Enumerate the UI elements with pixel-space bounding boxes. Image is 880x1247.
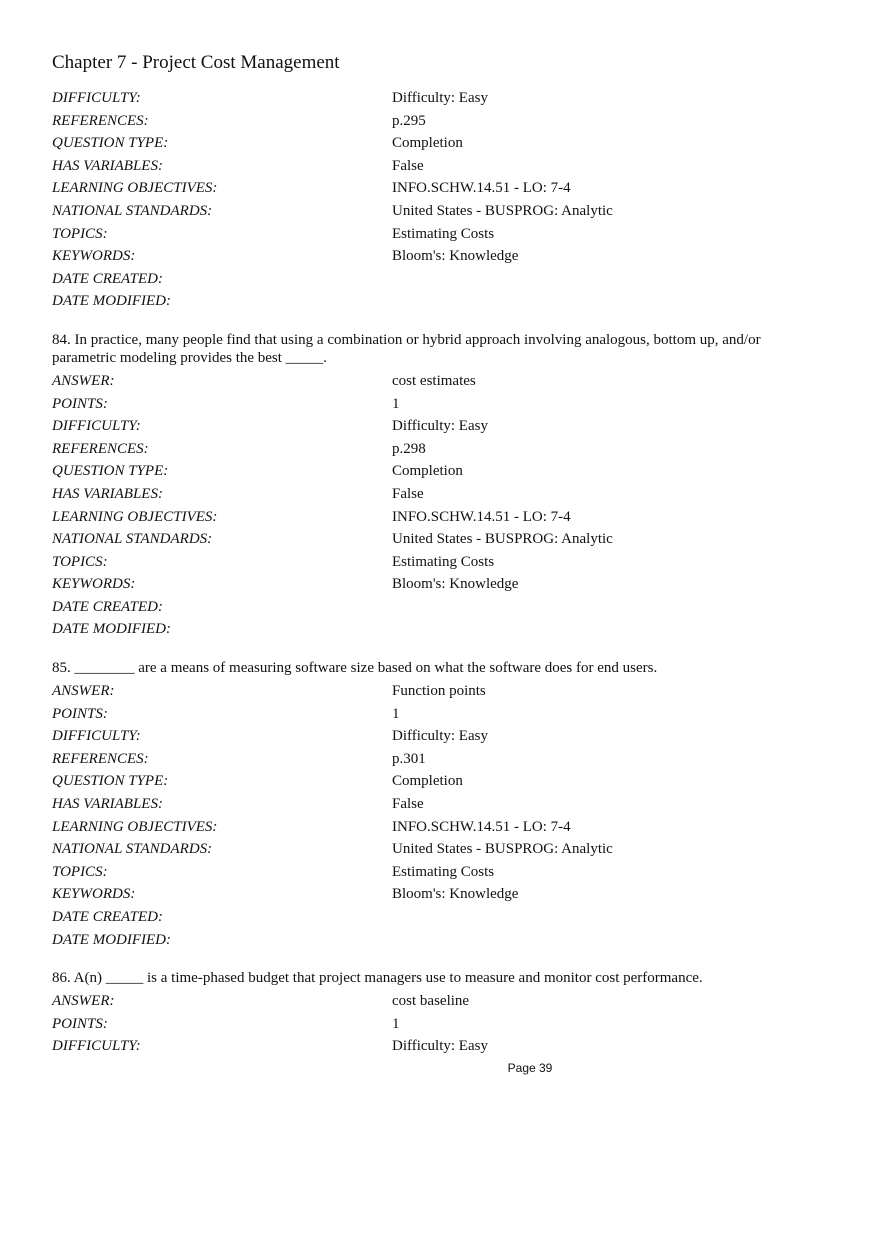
field-label: REFERENCES: xyxy=(52,750,149,767)
field-value: INFO.SCHW.14.51 - LO: 7-4 xyxy=(392,508,571,525)
metadata-row xyxy=(52,680,832,703)
metadata-row xyxy=(52,506,832,529)
field-label: TOPICS: xyxy=(52,225,108,242)
field-value: Completion xyxy=(392,463,463,480)
metadata-row xyxy=(52,245,832,268)
field-label: DIFFICULTY: xyxy=(52,1038,141,1055)
field-label: LEARNING OBJECTIVES: xyxy=(52,508,218,525)
metadata-row xyxy=(52,200,832,223)
field-value: Bloom's: Knowledge xyxy=(392,248,519,265)
question-content xyxy=(52,87,832,1058)
field-label: TOPICS: xyxy=(52,553,108,570)
metadata-row xyxy=(52,483,832,506)
field-label: QUESTION TYPE: xyxy=(52,463,169,480)
metadata-row xyxy=(52,618,832,641)
metadata-row xyxy=(52,906,832,929)
metadata-row xyxy=(52,438,832,461)
metadata-row xyxy=(52,370,832,393)
field-label: QUESTION TYPE: xyxy=(52,773,169,790)
field-label: DATE MODIFIED: xyxy=(52,293,171,310)
field-label: POINTS: xyxy=(52,395,108,412)
field-value: INFO.SCHW.14.51 - LO: 7-4 xyxy=(392,180,571,197)
field-value: Estimating Costs xyxy=(392,553,495,570)
field-value: Completion xyxy=(392,135,463,152)
question-85 xyxy=(52,659,832,951)
field-value: Difficulty: Easy xyxy=(392,728,488,745)
metadata-row xyxy=(52,393,832,416)
metadata-row xyxy=(52,415,832,438)
metadata-row xyxy=(52,1013,832,1036)
field-label: ANSWER: xyxy=(52,683,115,700)
field-label: DATE CREATED: xyxy=(52,270,163,287)
field-label: DIFFICULTY: xyxy=(52,728,141,745)
field-value: 1 xyxy=(392,395,400,412)
metadata-row xyxy=(52,793,832,816)
metadata-row xyxy=(52,883,832,906)
metadata-row xyxy=(52,177,832,200)
metadata-row xyxy=(52,268,832,291)
field-value: Completion xyxy=(392,773,463,790)
field-label: DIFFICULTY: xyxy=(52,90,141,106)
metadata-row xyxy=(52,816,832,839)
metadata-row xyxy=(52,223,832,246)
field-value: p.298 xyxy=(392,440,426,457)
field-value: p.295 xyxy=(392,112,426,129)
answer-value: Function points xyxy=(392,683,486,700)
field-value: Bloom's: Knowledge xyxy=(392,576,519,593)
question-text: 84. In practice, many people find that using a combination or hybrid approach involving analogous, bottom up, and/or parametric modeling provides the best _____. xyxy=(52,331,761,366)
field-label: REFERENCES: xyxy=(52,440,149,457)
answer-value: cost estimates xyxy=(392,372,476,389)
field-value: United States - BUSPROG: Analytic xyxy=(392,531,613,548)
field-value: False xyxy=(392,485,424,502)
field-value: p.301 xyxy=(392,750,426,767)
question-84 xyxy=(52,331,832,641)
field-label: ANSWER: xyxy=(52,993,115,1010)
field-value: United States - BUSPROG: Analytic xyxy=(392,841,613,858)
field-label: HAS VARIABLES: xyxy=(52,485,163,502)
field-label: ANSWER: xyxy=(52,372,115,389)
field-value: Estimating Costs xyxy=(392,225,495,242)
field-label: HAS VARIABLES: xyxy=(52,796,163,813)
metadata-row xyxy=(52,551,832,574)
metadata-row xyxy=(52,573,832,596)
field-value: Bloom's: Knowledge xyxy=(392,886,519,903)
field-value: False xyxy=(392,157,424,174)
metadata-row xyxy=(52,132,832,155)
field-label: REFERENCES: xyxy=(52,112,149,129)
field-label: NATIONAL STANDARDS: xyxy=(52,202,213,219)
field-label: HAS VARIABLES: xyxy=(52,157,163,174)
metadata-row xyxy=(52,110,832,133)
metadata-row xyxy=(52,290,832,313)
metadata-row xyxy=(52,87,832,110)
metadata-row xyxy=(52,861,832,884)
metadata-row xyxy=(52,1035,832,1058)
field-label: KEYWORDS: xyxy=(52,576,136,593)
chapter-title: Chapter 7 - Project Cost Management xyxy=(52,52,340,73)
question-86 xyxy=(52,969,832,1058)
metadata-row xyxy=(52,748,832,771)
field-label: DATE MODIFIED: xyxy=(52,621,171,638)
question-text: 86. A(n) _____ is a time-phased budget that project managers use to measure and monitor cost performance. xyxy=(52,970,703,987)
page-number: Page 39 xyxy=(507,1061,553,1075)
field-value: Difficulty: Easy xyxy=(392,418,488,435)
field-label: TOPICS: xyxy=(52,863,108,880)
field-value: Estimating Costs xyxy=(392,863,495,880)
metadata-row xyxy=(52,596,832,619)
field-label: KEYWORDS: xyxy=(52,886,136,903)
field-label: DATE CREATED: xyxy=(52,909,163,925)
field-label: LEARNING OBJECTIVES: xyxy=(52,180,218,197)
field-label: KEYWORDS: xyxy=(52,248,136,265)
field-label: NATIONAL STANDARDS: xyxy=(52,531,213,548)
field-value: Difficulty: Easy xyxy=(392,90,488,106)
field-value: Difficulty: Easy xyxy=(392,1038,488,1055)
field-value: United States - BUSPROG: Analytic xyxy=(392,202,613,219)
field-label: DATE CREATED: xyxy=(52,598,163,615)
field-label: DATE MODIFIED: xyxy=(52,931,171,948)
metadata-row xyxy=(52,770,832,793)
metadata-row xyxy=(52,155,832,178)
metadata-row xyxy=(52,725,832,748)
metadata-row xyxy=(52,929,832,952)
field-value: INFO.SCHW.14.51 - LO: 7-4 xyxy=(392,818,571,835)
field-value: False xyxy=(392,796,424,813)
field-label: POINTS: xyxy=(52,705,108,722)
field-label: POINTS: xyxy=(52,1015,108,1032)
field-value: 1 xyxy=(392,705,400,722)
field-value: 1 xyxy=(392,1015,400,1032)
top-metadata-block xyxy=(52,87,832,313)
field-label: QUESTION TYPE: xyxy=(52,135,169,152)
question-text: 85. ________ are a means of measuring software size based on what the software does for end users. xyxy=(52,660,658,677)
metadata-row xyxy=(52,703,832,726)
metadata-row xyxy=(52,528,832,551)
metadata-row xyxy=(52,838,832,861)
metadata-row xyxy=(52,460,832,483)
field-label: NATIONAL STANDARDS: xyxy=(52,841,213,858)
field-label: DIFFICULTY: xyxy=(52,418,141,435)
metadata-row xyxy=(52,990,832,1013)
field-label: LEARNING OBJECTIVES: xyxy=(52,818,218,835)
answer-value: cost baseline xyxy=(392,993,470,1010)
